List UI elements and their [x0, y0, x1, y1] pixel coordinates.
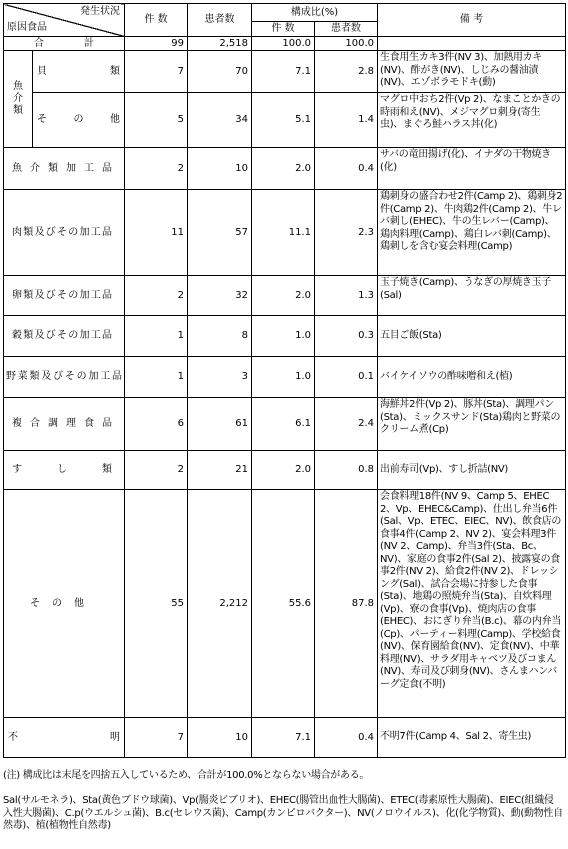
- row-label-sushi: す し 類: [4, 451, 125, 490]
- cell-patients: 34: [188, 93, 252, 148]
- row-label-compound: 複 合 調 理 食 品: [4, 398, 125, 451]
- cell-note: バイケイソウの酢味噌和え(植): [378, 357, 566, 398]
- table-row-sushi: [4, 451, 566, 490]
- cell-patients: 10: [188, 148, 252, 190]
- cell-ratio-cases: 100.0: [252, 37, 315, 51]
- row-label-fish-processed: 魚 介 類 加 工 品: [4, 148, 125, 190]
- cell-ratio-patients: 0.1: [315, 357, 378, 398]
- cell-cases: 2: [125, 451, 188, 490]
- cell-cases: 2: [125, 276, 188, 316]
- cell-ratio-cases: 7.1: [252, 51, 315, 93]
- cell-ratio-cases: 2.0: [252, 451, 315, 490]
- header-occurrence: 発生状況: [80, 6, 120, 17]
- group-label-fish-text: 魚介類: [13, 81, 23, 116]
- row-label-vegetable: 野菜類及びその加工品: [4, 357, 125, 398]
- table-row-vegetable: [4, 357, 566, 398]
- cell-ratio-cases: 55.6: [252, 490, 315, 718]
- cell-cases: 5: [125, 93, 188, 148]
- cell-ratio-cases: 2.0: [252, 148, 315, 190]
- cell-ratio-cases: 6.1: [252, 398, 315, 451]
- header-ratio-patients: 患者数: [315, 22, 378, 37]
- row-label-shellfish: 貝 類: [33, 51, 125, 93]
- cell-note: 会食料理18件(NV 9、Camp 5、EHEC 2、Vp、EHEC&Camp)、仕出し弁当6件(Sal、Vp、ETEC、EIEC、NV)、飲食店の食事4件(Camp 2、NV 2)、宴会料理3件(NV 2、Camp)、弁当3件(Sta、Bc、NV)、家庭の食事2件(Sal 2)、披露宴の食事2件(NV 2)、給食2件(NV 2)、ドレッシング(Sal)、試合会場に持参した食事(Sta)、地鶏の照焼弁当(Sta)、自炊料理(Vp)、寮の食事(Vp)、焼肉店の食事(EHEC)、おにぎり弁当(B.c)、幕の内弁当(Cp)、パーティー料理(Camp)、学校給食(NV)、保育園給食(NV)、定食(NV)、中華料理(NV)、サラダ用キャベツ及びコまん(NV)、寿司及び刺身(NV)、さんまハンバーグ定食(不明): [378, 490, 566, 718]
- header-ratio: 構成比(%): [252, 4, 378, 22]
- cell-ratio-patients: 0.4: [315, 718, 378, 758]
- cell-ratio-cases: 2.0: [252, 276, 315, 316]
- cell-ratio-patients: 0.3: [315, 316, 378, 357]
- cell-note: 生食用生カキ3件(NV 3)、加熱用カキ(NV)、酢がき(NV)、しじみの醤油漬(NV)、エゾボラモドキ(動): [378, 51, 566, 93]
- cell-note: サバの竜田揚げ(化)、イナダの干物焼き(化): [378, 148, 566, 190]
- cell-note: [378, 37, 566, 51]
- table-row-shellfish: [4, 51, 566, 93]
- table-row-fish-other: [4, 93, 566, 148]
- header-diagonal-cell: [4, 4, 125, 37]
- cell-cases: 6: [125, 398, 188, 451]
- header-cause: 原因食品: [7, 22, 47, 33]
- cell-note: 不明7件(Camp 4、Sal 2、寄生虫): [378, 718, 566, 758]
- cell-note: 出前寿司(Vp)、すし折詰(NV): [378, 451, 566, 490]
- food-poisoning-table: [3, 3, 566, 758]
- cell-patients: 32: [188, 276, 252, 316]
- table-row-fish-processed: [4, 148, 566, 190]
- group-label-fish: [4, 51, 33, 148]
- cell-cases: 7: [125, 51, 188, 93]
- cell-note: 海鮮丼2件(Vp 2)、豚丼(Sta)、調理パン(Sta)、ミックスサンド(Sta)鶏肉と野菜のクリーム煮(Cp): [378, 398, 566, 451]
- cell-cases: 1: [125, 316, 188, 357]
- table-row-compound: [4, 398, 566, 451]
- cell-ratio-cases: 7.1: [252, 718, 315, 758]
- row-label-other: [4, 490, 125, 718]
- table-row-grain: [4, 316, 566, 357]
- cell-note: 鶏刺身の盛合わせ2件(Camp 2)、鶏刺身2件(Camp 2)、牛肉鶏2件(Camp 2)、牛レバ刺し(EHEC)、牛の生レバー(Camp)、鶏肉料理(Camp)、鶏白レバ刺(Camp)、鶏刺しを含む宴会料理(Camp): [378, 190, 566, 276]
- cell-ratio-patients: 0.8: [315, 451, 378, 490]
- cell-cases: 2: [125, 148, 188, 190]
- row-label-unknown: 不 明: [4, 718, 125, 758]
- cell-note: 玉子焼き(Camp)、うなぎの厚焼き玉子(Sal): [378, 276, 566, 316]
- cell-patients: 61: [188, 398, 252, 451]
- row-label-meat: 肉類及びその加工品: [4, 190, 125, 276]
- table-row-total: [4, 37, 566, 51]
- cell-ratio-patients: 2.8: [315, 51, 378, 93]
- cell-ratio-patients: 2.3: [315, 190, 378, 276]
- table-row-egg: [4, 276, 566, 316]
- cell-patients: 2,518: [188, 37, 252, 51]
- abbreviation-legend: Sal(サルモネラ)、Sta(黄色ブドウ球菌)、Vp(腸炎ビブリオ)、EHEC(腸管出血性大腸菌)、ETEC(毒素原性大腸菌)、EIEC(組織侵入性大腸菌)、C.p(ウエルシュ菌)、B.c(セレウス菌)、Camp(カンピロバクター)、NV(ノロウイルス)、化(化学物質)、動(動物性自然毒)、植(植物性自然毒): [3, 795, 563, 831]
- cell-ratio-cases: 1.0: [252, 316, 315, 357]
- cell-cases: 7: [125, 718, 188, 758]
- footnote: (注) 構成比は末尾を四捨五入しているため、合計が100.0%とならない場合がある。: [3, 770, 370, 781]
- cell-ratio-patients: 0.4: [315, 148, 378, 190]
- cell-ratio-patients: 1.4: [315, 93, 378, 148]
- cell-note: 五目ご飯(Sta): [378, 316, 566, 357]
- table-row-unknown: [4, 718, 566, 758]
- cell-cases: 1: [125, 357, 188, 398]
- row-label-fish-other: そ の 他: [33, 93, 125, 148]
- table-row-meat: [4, 190, 566, 276]
- header-cases: 件 数: [125, 4, 188, 37]
- row-label-egg: 卵類及びその加工品: [4, 276, 125, 316]
- cell-patients: 2,212: [188, 490, 252, 718]
- cell-ratio-patients: 2.4: [315, 398, 378, 451]
- cell-ratio-cases: 1.0: [252, 357, 315, 398]
- table-row-other: [4, 490, 566, 718]
- cell-patients: 10: [188, 718, 252, 758]
- row-label-other-text: そ の 他: [30, 597, 84, 609]
- cell-ratio-cases: 11.1: [252, 190, 315, 276]
- cell-patients: 57: [188, 190, 252, 276]
- header-patients: 患者数: [188, 4, 252, 37]
- cell-patients: 3: [188, 357, 252, 398]
- cell-patients: 8: [188, 316, 252, 357]
- cell-note: マグロ中おち2件(Vp 2)、なまことかきの時雨和え(NV)、メジマグロ刺身(寄生虫)、まぐろ鮭ハラス丼(化): [378, 93, 566, 148]
- cell-ratio-patients: 100.0: [315, 37, 378, 51]
- cell-patients: 70: [188, 51, 252, 93]
- cell-patients: 21: [188, 451, 252, 490]
- cell-ratio-patients: 1.3: [315, 276, 378, 316]
- cell-ratio-patients: 87.8: [315, 490, 378, 718]
- row-label-total: 合 計: [4, 37, 125, 51]
- cell-cases: 55: [125, 490, 188, 718]
- cell-cases: 99: [125, 37, 188, 51]
- cell-ratio-cases: 5.1: [252, 93, 315, 148]
- cell-cases: 11: [125, 190, 188, 276]
- header-ratio-cases: 件 数: [252, 22, 315, 37]
- row-label-grain: 穀類及びその加工品: [4, 316, 125, 357]
- header-remarks: 備 考: [378, 4, 566, 37]
